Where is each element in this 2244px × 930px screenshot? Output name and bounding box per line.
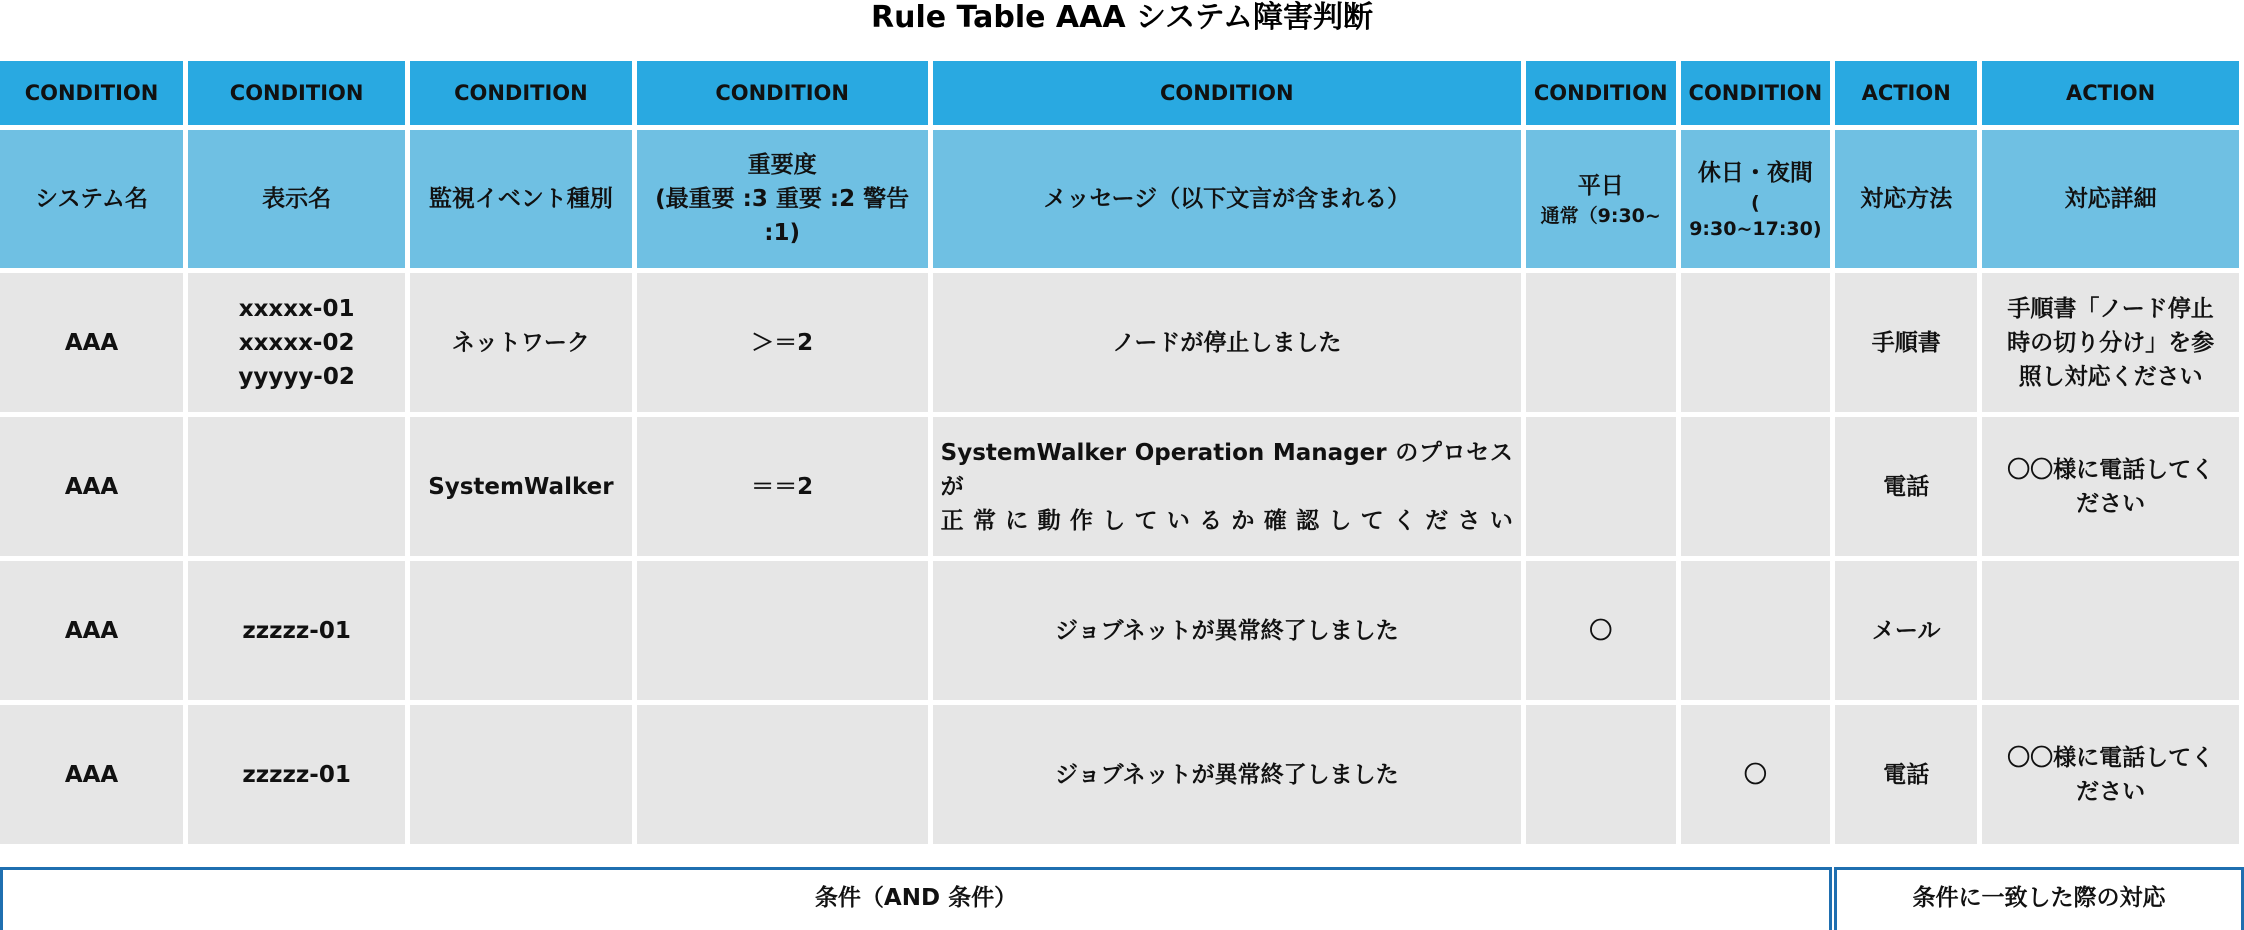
message-line: 正常に動作しているか確認してください bbox=[940, 507, 1513, 534]
cell-message bbox=[933, 561, 1521, 700]
detail-line: 手順書「ノード停止 bbox=[2007, 295, 2214, 322]
message-line: ジョブネットが異常終了しました bbox=[1054, 761, 1399, 788]
detail-line: ださい bbox=[2076, 490, 2146, 517]
header-weekday-label: 平日 bbox=[1577, 173, 1624, 199]
cell-weekday bbox=[1526, 705, 1676, 844]
header-weekday-hours: 通常（9:30~ bbox=[1540, 205, 1661, 227]
column-header-row bbox=[0, 130, 2239, 268]
cell-detail bbox=[1982, 561, 2239, 700]
header-severity-label: 重要度 bbox=[747, 152, 817, 178]
column-kind: CONDITION bbox=[637, 61, 928, 125]
cell-weekday bbox=[1526, 417, 1676, 556]
cell-message bbox=[933, 417, 1521, 556]
header-holiday-hours: ( 9:30~17:30) bbox=[1689, 192, 1822, 240]
cell-message bbox=[933, 273, 1521, 412]
detail-line: 〇〇様に電話してく bbox=[2007, 744, 2215, 771]
column-kind-row bbox=[0, 61, 2239, 125]
column-kind: ACTION bbox=[1982, 61, 2239, 125]
cell-holiday bbox=[1681, 561, 1831, 700]
cell-severity: ＝＝2 bbox=[637, 417, 928, 556]
detail-line: 照し対応ください bbox=[2018, 363, 2203, 390]
cell-system: AAA bbox=[0, 561, 183, 700]
cell-system: AAA bbox=[0, 705, 183, 844]
table-row bbox=[0, 705, 2239, 844]
cell-holiday bbox=[1681, 273, 1831, 412]
cell-event-type bbox=[410, 705, 631, 844]
detail-line: 時の切り分け」を参 bbox=[2007, 329, 2215, 356]
detail-line: 〇〇様に電話してく bbox=[2007, 456, 2215, 483]
cell-weekday: 〇 bbox=[1526, 561, 1676, 700]
column-kind: CONDITION bbox=[933, 61, 1521, 125]
column-kind: ACTION bbox=[1835, 61, 1977, 125]
message-line: ノードが停止しました bbox=[1112, 329, 1342, 356]
cell-method: 電話 bbox=[1835, 705, 1977, 844]
cell-display-names bbox=[188, 705, 405, 844]
display-name: zzzzz-01 bbox=[242, 617, 351, 644]
header-holiday-label: 休日・夜間 bbox=[1697, 160, 1813, 186]
cell-event-type: SystemWalker bbox=[410, 417, 631, 556]
cell-weekday bbox=[1526, 273, 1676, 412]
cell-detail bbox=[1982, 417, 2239, 556]
cell-event-type: ネットワーク bbox=[410, 273, 631, 412]
column-kind: CONDITION bbox=[1681, 61, 1831, 125]
table-row bbox=[0, 417, 2239, 556]
page-title: Rule Table AAA システム障害判断 bbox=[870, 0, 1374, 35]
rule-table bbox=[0, 56, 2244, 849]
header-weekday bbox=[1526, 130, 1676, 268]
column-kind: CONDITION bbox=[410, 61, 631, 125]
cell-method: 電話 bbox=[1835, 417, 1977, 556]
message-block bbox=[941, 436, 1513, 538]
cell-detail bbox=[1982, 273, 2239, 412]
cell-system: AAA bbox=[0, 417, 183, 556]
display-name: xxxxx-02 bbox=[238, 329, 355, 356]
cell-detail bbox=[1982, 705, 2239, 844]
cell-event-type bbox=[410, 561, 631, 700]
header-message: メッセージ（以下文言が含まれる） bbox=[933, 130, 1521, 268]
conditions-group-label: 条件（AND 条件） bbox=[0, 867, 1832, 930]
header-display-name: 表示名 bbox=[188, 130, 405, 268]
table-row bbox=[0, 561, 2239, 700]
message-line: ジョブネットが異常終了しました bbox=[1054, 617, 1399, 644]
header-severity bbox=[637, 130, 928, 268]
header-detail: 対応詳細 bbox=[1982, 130, 2239, 268]
cell-holiday: 〇 bbox=[1681, 705, 1831, 844]
cell-message bbox=[933, 705, 1521, 844]
header-holiday bbox=[1681, 130, 1831, 268]
table-row bbox=[0, 273, 2239, 412]
display-name: xxxxx-01 bbox=[238, 295, 355, 322]
display-name: yyyyy-02 bbox=[238, 363, 355, 390]
header-method: 対応方法 bbox=[1835, 130, 1977, 268]
cell-severity bbox=[637, 705, 928, 844]
cell-display-names bbox=[188, 417, 405, 556]
column-kind: CONDITION bbox=[188, 61, 405, 125]
display-name: zzzzz-01 bbox=[242, 761, 351, 788]
header-system-name: システム名 bbox=[0, 130, 183, 268]
cell-holiday bbox=[1681, 417, 1831, 556]
column-kind: CONDITION bbox=[0, 61, 183, 125]
header-event-type: 監視イベント種別 bbox=[410, 130, 631, 268]
header-severity-scale: (最重要 :3 重要 :2 警告 :1) bbox=[655, 186, 910, 246]
cell-severity bbox=[637, 561, 928, 700]
column-kind: CONDITION bbox=[1526, 61, 1676, 125]
cell-system: AAA bbox=[0, 273, 183, 412]
cell-method: 手順書 bbox=[1835, 273, 1977, 412]
cell-severity: ＞＝2 bbox=[637, 273, 928, 412]
cell-method: メール bbox=[1835, 561, 1977, 700]
cell-display-names bbox=[188, 273, 405, 412]
cell-display-names bbox=[188, 561, 405, 700]
detail-line: ださい bbox=[2076, 778, 2146, 805]
message-line: SystemWalker Operation Manager のプロセスが bbox=[940, 439, 1513, 500]
actions-group-label: 条件に一致した際の対応 bbox=[1834, 867, 2244, 930]
